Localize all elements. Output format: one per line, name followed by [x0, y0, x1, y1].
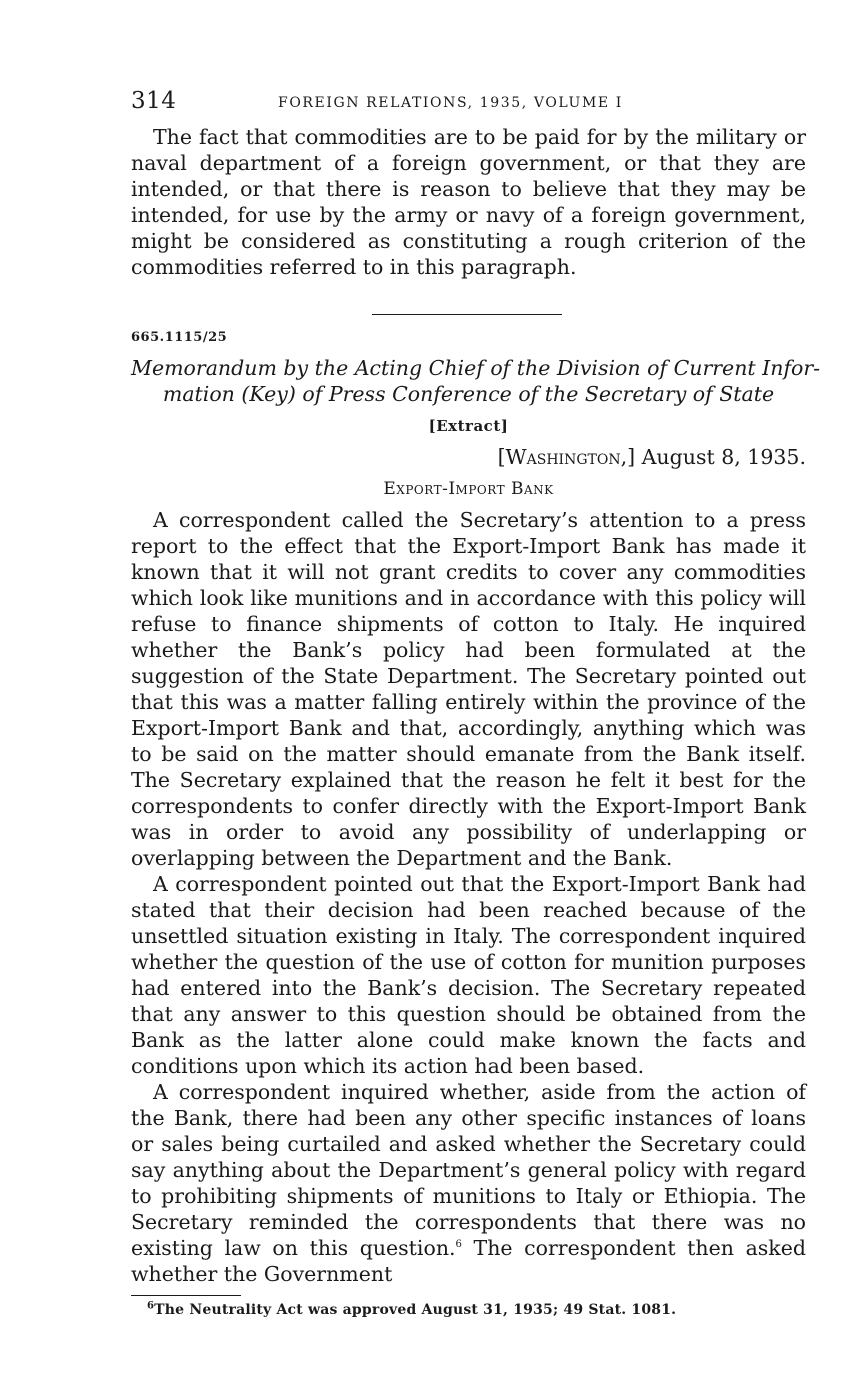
memo-paragraph-2: A correspondent pointed out that the Export-Import Bank had stated that their decision had been reached because of the unsettled situation existing in Italy. The correspondent inquired whether the question of the use of cotton for munition purposes had entered into the Bank’s decision. The Secretary repeated that any answer to this question should be obtained from the Bank as the latter alone could make known the facts and conditions upon which its action had been based. — [131, 872, 806, 1078]
section-divider — [372, 314, 562, 315]
dateline-place: [Washington,] — [497, 445, 636, 469]
section-heading: Export-Import Bank — [383, 479, 554, 499]
memo-title-line-1: Memorandum by the Acting Chief of the Division of Current Infor- — [131, 356, 821, 380]
memo-paragraph-3-continuation: The correspondent then asked whether the Government — [131, 1236, 806, 1286]
file-number: 665.1115/25 — [131, 330, 228, 345]
footnote-marker: 6 — [147, 1300, 155, 1312]
memo-title-line-2: mation (Key) of Press Conference of the Secretary of State — [162, 382, 775, 406]
opening-paragraph: The fact that commodities are to be paid for by the military or naval department of a foreign government, or that they are intended, or that there is reason to believe that they may be intended, for use by the army or navy of a foreign government, might be considered as constituting a rough criterion of the commodities referred to in this paragraph. — [131, 125, 806, 279]
footnote-reference[interactable]: 6 — [455, 1239, 462, 1251]
book-page — [131, 88, 821, 1318]
memo-paragraph-3-text: A correspondent inquired whether, aside from the action of the Bank, there had been any other specific instances of loans or sales being curtailed and asked whether the Secretary could say anything about the Department’s general policy with regard to prohibiting shipments of munitions to Italy or Ethiopia. The Secretary reminded the correspondents that there was no existing law on this question. — [131, 1080, 806, 1260]
memo-paragraph-3 — [131, 1079, 806, 1287]
footnote-text: The Neutrality Act was approved August 31, 1935; 49 Stat. 1081. — [154, 1302, 677, 1318]
dateline — [131, 445, 806, 469]
memo-paragraph-1: A correspondent called the Secretary’s attention to a press report to the effect that the Export-Import Bank has made it known that it will not grant credits to cover any commodities which look like munitions and in accordance with this policy will refuse to finance shipments of cotton to Italy. He inquired whether the Bank’s policy had been formulated at the suggestion of the State Department. The Secretary pointed out that this was a matter falling entirely within the province of the Export-Import Bank and that, accordingly, anything which was to be said on the matter should emanate from the Bank itself. The Secretary explained that the reason he felt it best for the correspondents to confer directly with the Export-Import Bank was in order to avoid any possibility of underlapping or overlapping between the Department and the Bank. — [131, 508, 806, 870]
memo-title — [131, 355, 821, 407]
running-head-title: FOREIGN RELATIONS, 1935, VOLUME I — [278, 95, 623, 111]
running-head — [131, 88, 806, 122]
footnote — [147, 1302, 806, 1318]
extract-label: [Extract] — [428, 417, 509, 435]
page-number: 314 — [131, 88, 177, 114]
footnote-divider — [131, 1295, 241, 1296]
dateline-date: August 8, 1935. — [641, 445, 806, 469]
